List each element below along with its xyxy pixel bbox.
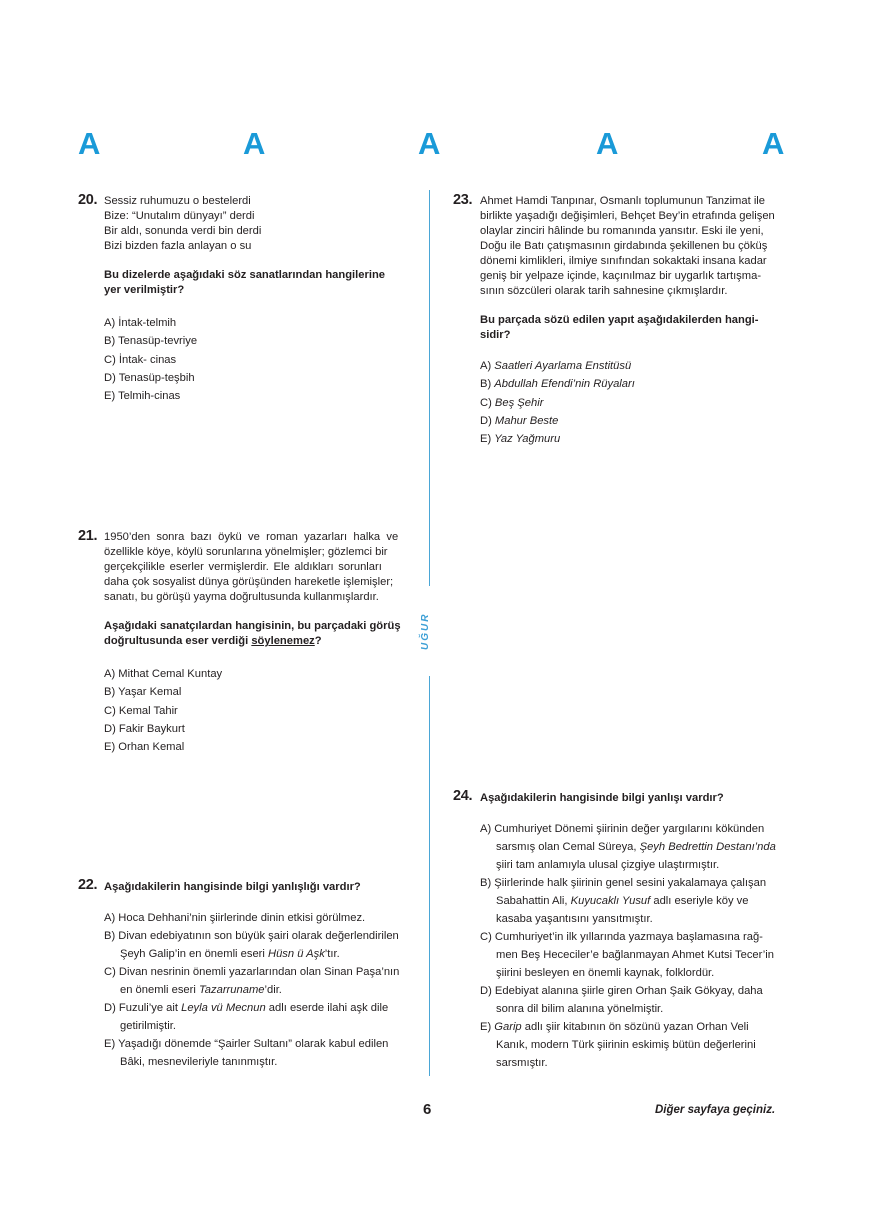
option-text: C) Cumhuriyet’in ilk yıllarında yazmaya başlamasına rağ- [480, 931, 763, 943]
passage [104, 530, 409, 605]
option-text: B) Şiirlerinde halk şiirinin genel sesini yakalamaya çalışan [480, 877, 767, 889]
answer-option[interactable]: B) Yaşar Kemal [104, 686, 182, 699]
question-23 [480, 194, 788, 450]
answer-option[interactable]: D) Tenasüp-teşbih [104, 371, 195, 384]
option-text: ’dir. [264, 984, 282, 996]
option-text: adlı eserde ilahi aşk dile [265, 1002, 389, 1014]
question-number: 24. [453, 788, 473, 804]
option-label: D) [480, 414, 495, 427]
work-title: Saatleri Ayarlama Enstitüsü [494, 360, 632, 372]
option-text: B) Divan edebiyatının son büyük şairi olarak değerlendirilen [104, 930, 399, 942]
prompt-text: ? [314, 635, 322, 647]
passage [480, 194, 788, 299]
work-title: Kuyucaklı Yusuf [570, 895, 651, 907]
answer-option[interactable] [480, 414, 788, 429]
passage-line: sının sözcüleri olarak tarih sahnesine çıkmışlardır. [480, 285, 728, 297]
prompt-text: doğrultusunda eser verdiği [104, 635, 252, 647]
booklet-letter: A [78, 126, 101, 161]
answer-option[interactable]: A) Mithat Cemal Kuntay [104, 668, 223, 680]
answer-option[interactable]: B) Tenasüp-tevriye [104, 335, 198, 348]
answer-options [104, 909, 414, 1071]
booklet-letter: A [418, 126, 441, 161]
question-prompt-line: Aşağıdaki sanatçılardan hangisinin, bu parçadaki görüş [104, 620, 401, 632]
option-text: Sabahattin Ali, [496, 895, 571, 907]
option-text: Bâki, mesnevileriyle tanınmıştır. [120, 1056, 278, 1068]
option-text: D) Fuzuli’ye ait [104, 1002, 182, 1014]
answer-option[interactable] [104, 963, 414, 999]
work-title: Abdullah Efendi’nin Rüyaları [494, 378, 635, 391]
work-title: Leyla vü Mecnun [181, 1002, 266, 1014]
option-text: Şeyh Galip’in en önemli eseri [120, 948, 268, 960]
passage-line: sanatı, bu görüşü yayma doğrultusunda kullanmışlardır. [104, 591, 379, 603]
poem-line: Bizi bizden fazla anlayan o su [104, 240, 252, 252]
passage-line: birlikte yaşadığı değişimleri, Behçet Bey’in etrafında gelişen [480, 210, 775, 222]
passage-line: geniş bir yelpaze içinde, kaçınılmaz bir uygarlık tartışma- [480, 270, 762, 282]
poem [104, 194, 409, 254]
question-prompt [104, 268, 409, 298]
answer-options [104, 316, 409, 404]
option-label: A) [480, 360, 495, 372]
option-text: D) Edebiyat alanına şiirle giren Orhan Şaik Gökyay, daha [480, 985, 763, 997]
option-label: B) [480, 378, 495, 391]
option-label: C) [480, 396, 495, 409]
answer-option[interactable]: C) İntak- cinas [104, 353, 177, 366]
question-number: 22. [78, 877, 98, 893]
poem-line: Sessiz ruhumuzu o bestelerdi [104, 195, 251, 207]
question-prompt: Aşağıdakilerin hangisinde bilgi yanlışı vardır? [480, 792, 724, 804]
work-title: Mahur Beste [494, 414, 559, 427]
option-text: men Beş Hececiler’e bağlanmayan Ahmet Kutsi Tecer’in [496, 949, 774, 961]
column-divider-bottom [429, 676, 430, 1076]
answer-option[interactable]: E) Telmih-cinas [104, 390, 181, 403]
work-title: Yaz Yağmuru [494, 433, 561, 446]
option-text: sarsmıştır. [496, 1057, 548, 1069]
answer-option[interactable] [480, 820, 792, 874]
option-text: sarsmış olan Cemal Süreya, [496, 841, 640, 853]
question-21 [104, 530, 409, 758]
answer-option[interactable] [480, 396, 788, 411]
work-title: Beş Şehir [494, 396, 544, 409]
column-divider-top [429, 190, 430, 586]
option-text: en önemli eseri [120, 984, 199, 996]
question-prompt-line: yer verilmiştir? [104, 284, 185, 296]
passage-line: özellikle köye, köylü sorunlarına yönelmişler; gözlemci bir [104, 546, 388, 558]
answer-option[interactable] [104, 1035, 414, 1071]
question-22 [104, 880, 414, 1071]
question-number: 23. [453, 192, 473, 208]
question-number: 21. [78, 528, 98, 544]
option-text: A) Cumhuriyet Dönemi şiirinin değer yargılarını kökünden [480, 823, 765, 835]
question-prompt-line: Bu parçada sözü edilen yapıt aşağıdakilerden hangi- [480, 314, 759, 326]
answer-option[interactable] [480, 377, 788, 392]
work-title: Garip [494, 1021, 522, 1033]
option-text: getirilmiştir. [120, 1020, 176, 1032]
page-number: 6 [423, 1101, 432, 1118]
answer-option[interactable] [480, 359, 788, 374]
answer-options [480, 359, 788, 447]
option-text: ’tır. [324, 948, 340, 960]
question-prompt-line [104, 634, 409, 649]
question-prompt [480, 313, 788, 343]
booklet-letter: A [243, 126, 266, 161]
answer-option[interactable] [104, 927, 414, 963]
question-20 [104, 194, 409, 407]
booklet-letter: A [762, 126, 785, 161]
option-text: kasaba yaşantısını yansıtmıştır. [496, 913, 653, 925]
answer-option[interactable]: C) Kemal Tahir [104, 704, 178, 717]
passage-line: Doğu ile Batı çatışmasının girdabında şekillenen bu çöküş [480, 240, 768, 252]
option-text: Kanık, modern Türk şiirinin eskimiş bütün değerlerini [496, 1039, 756, 1051]
answer-option[interactable]: A) İntak-telmih [104, 317, 177, 329]
option-text: şiiri tam anlamıyla ulusal çizgiye ulaştırmıştır. [496, 859, 720, 871]
passage-line: gerçekçilikle eserler vermişlerdir. Ele aldıkları sorunları [104, 561, 382, 573]
option-text: adlı eseriyle köy ve [650, 895, 749, 907]
answer-option[interactable] [104, 999, 414, 1035]
answer-key-letters [0, 126, 880, 166]
passage-line: olaylar zinciri hâlinde bu romanında yansıtır. Eski ile yeni, [480, 225, 764, 237]
answer-option[interactable] [480, 874, 792, 928]
poem-line: Bir aldı, sonunda verdi bin derdi [104, 225, 262, 237]
answer-option[interactable] [480, 982, 792, 1018]
answer-option[interactable]: A) Hoca Dehhani’nin şiirlerinde dinin etkisi görülmez. [104, 912, 366, 924]
negative-keyword: söylenemez [251, 635, 315, 647]
answer-option[interactable] [480, 1018, 792, 1072]
question-prompt [104, 619, 409, 649]
poem-line: Bize: “Unutalım dünyayı” derdi [104, 210, 255, 222]
passage-line: dönemi kimlikleri, ilmiye sınıfından sokaktaki insana kadar [480, 255, 767, 267]
answer-options [104, 667, 409, 755]
option-text: sonra dil bilim alanına yönelmiştir. [496, 1003, 664, 1015]
work-title: Şeyh Bedrettin Destanı’nda [639, 841, 776, 853]
option-text: şiirini besleyen en önemli kaynak, folklordür. [496, 967, 715, 979]
option-text: adlı şiir kitabının ön sözünü yazan Orhan Veli [521, 1021, 749, 1033]
answer-option[interactable]: E) Orhan Kemal [104, 741, 185, 754]
passage-line: 1950’den sonra bazı öykü ve roman yazarları halka ve [104, 531, 399, 543]
work-title: Hüsn ü Aşk [268, 948, 325, 960]
question-prompt-line: Bu dizelerde aşağıdaki söz sanatlarından hangilerine [104, 269, 386, 281]
option-text: C) Divan nesrinin önemli yazarlarından olan Sinan Paşa’nın [104, 966, 400, 978]
answer-options [480, 820, 792, 1072]
answer-option[interactable] [480, 928, 792, 982]
answer-option[interactable]: D) Fakir Baykurt [104, 722, 185, 735]
next-page-note: Diğer sayfaya geçiniz. [655, 1104, 776, 1116]
option-text: E) Yaşadığı dönemde “Şairler Sultanı” olarak kabul edilen [104, 1038, 389, 1050]
question-prompt: Aşağıdakilerin hangisinde bilgi yanlışlığı vardır? [104, 881, 361, 893]
question-prompt-line: sidir? [480, 329, 511, 341]
answer-option[interactable] [480, 432, 788, 447]
booklet-letter: A [596, 126, 619, 161]
question-number: 20. [78, 192, 98, 208]
passage-line: daha çok sosyalist dünya görüşünden hareketle işlemişler; [104, 576, 394, 588]
question-24 [480, 791, 792, 1072]
work-title: Tazarruname [198, 984, 265, 996]
passage-line: Ahmet Hamdi Tanpınar, Osmanlı toplumunun Tanzimat ile [480, 195, 766, 207]
brand-label: UĞUR [420, 612, 431, 650]
option-text: E) [480, 1021, 495, 1033]
option-label: E) [480, 433, 495, 446]
